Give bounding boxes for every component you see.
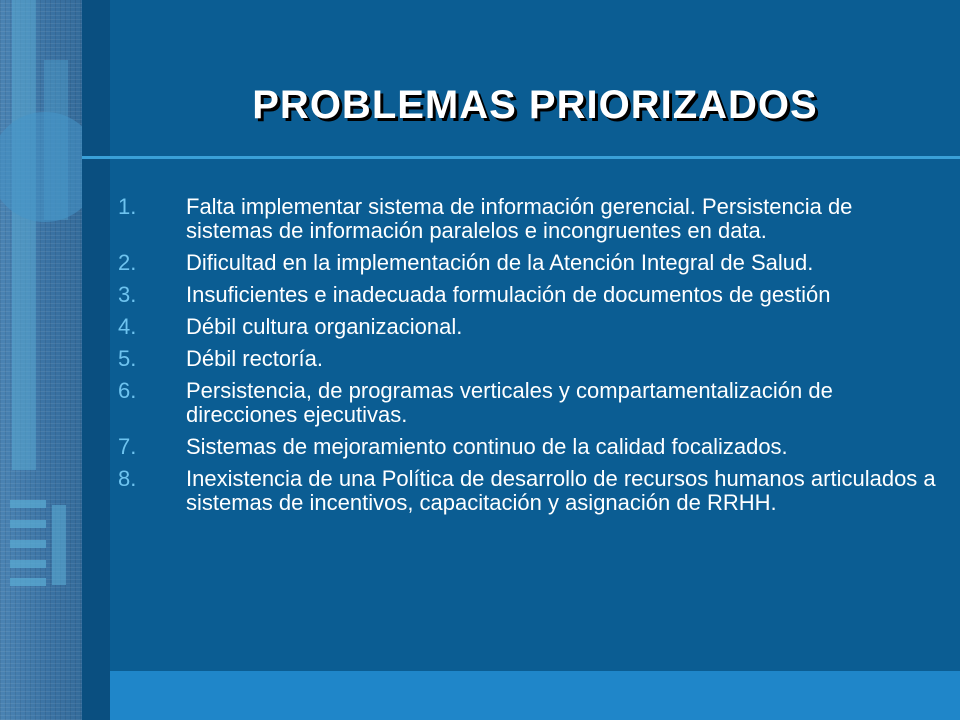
bottom-accent-band — [110, 671, 960, 720]
list-item — [118, 251, 938, 275]
list-item-text: Débil cultura organizacional. — [186, 314, 463, 339]
problem-list — [118, 195, 938, 523]
list-item-text: Falta implementar sistema de información gerencial. Persistencia de sistemas de información paralelos e incongruentes en data. — [186, 194, 853, 243]
list-item-text: Sistemas de mejoramiento continuo de la calidad focalizados. — [186, 434, 788, 459]
list-item-number: 1. — [118, 194, 137, 219]
list-item — [118, 347, 938, 371]
side-shadow-band — [82, 0, 110, 720]
list-item-number: 5. — [118, 346, 137, 371]
decorative-stripe — [10, 540, 46, 548]
list-item — [118, 315, 938, 339]
list-item-text: Insuficientes e inadecuada formulación de documentos de gestión — [186, 282, 831, 307]
list-item-number: 4. — [118, 314, 137, 339]
decorative-stripe — [10, 520, 46, 528]
slide-title: PROBLEMAS PRIORIZADOS — [252, 82, 818, 127]
list-item-text: Inexistencia de una Política de desarrollo de recursos humanos articulados a sistemas de incentivos, capacitación y asignación de RRHH. — [186, 466, 936, 515]
list-item-number: 8. — [118, 466, 137, 491]
decorative-stripe — [10, 560, 46, 568]
list-item-number: 2. — [118, 250, 137, 275]
list-item — [118, 467, 938, 515]
list-item-text: Dificultad en la implementación de la Atención Integral de Salud. — [186, 250, 814, 275]
decorative-texture-panel — [0, 0, 82, 720]
decorative-bar — [12, 0, 36, 470]
list-item-text: Débil rectoría. — [186, 346, 323, 371]
list-item — [118, 379, 938, 427]
list-item — [118, 283, 938, 307]
list-item — [118, 195, 938, 243]
list-item — [118, 435, 938, 459]
list-item-number: 3. — [118, 282, 137, 307]
decorative-circle — [0, 112, 82, 222]
decorative-stripe — [10, 578, 46, 586]
list-item-text: Persistencia, de programas verticales y compartamentalización de direcciones ejecutivas. — [186, 378, 833, 427]
list-item-number: 7. — [118, 434, 137, 459]
decorative-block — [52, 505, 66, 585]
list-item-number: 6. — [118, 378, 137, 403]
title-divider — [82, 156, 960, 159]
decorative-stripe — [10, 500, 46, 508]
